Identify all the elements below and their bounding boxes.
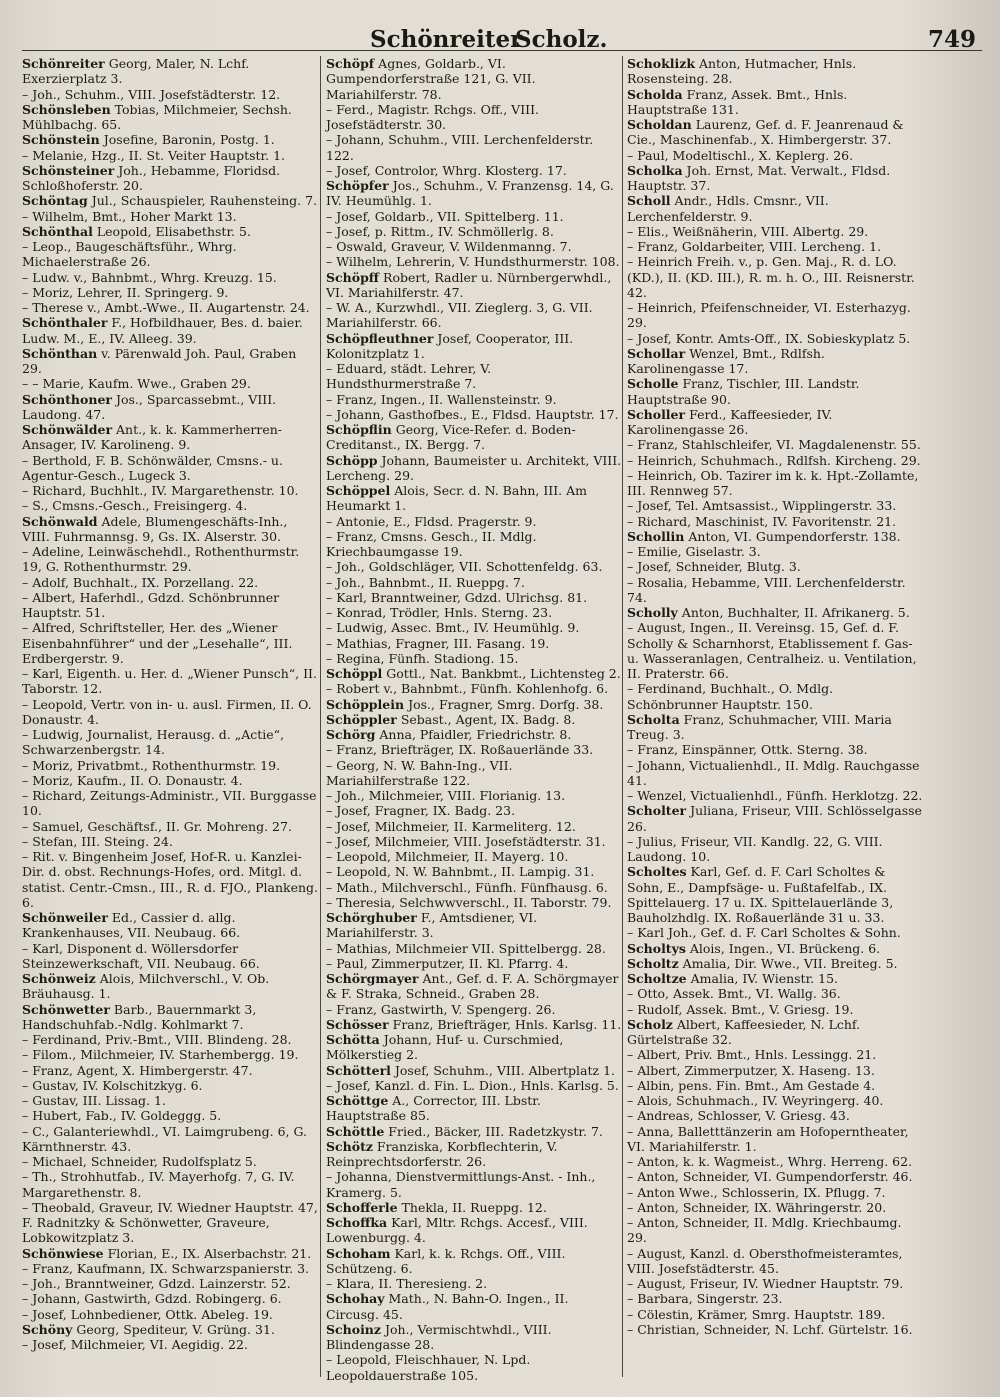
directory-entry: Schönthal Leopold, Elisabethstr. 5. [22,223,251,239]
directory-entry: – Joh., Milchmeier, VIII. Florianig. 13. [326,788,566,803]
directory-entry: Schöpf Agnes, Goldarb., VI. Gumpendorferstraße 121, G. VII. Mariahilferstr. 78. [326,56,536,102]
directory-entry: Scholtze Amalia, IV. Wienstr. 15. [627,971,839,986]
directory-entry: – Samuel, Geschäftsf., II. Gr. Mohreng. 27. [22,818,292,834]
directory-entry: Schönwald Adele, Blumengeschäfts-Inh., VIII. Fuhrmannsg. 9, Gs. IX. Alserstr. 30. [22,513,288,544]
directory-entry: – Heinrich, Schuhmach., Rdlfsh. Kircheng. 29. [627,452,921,468]
directory-entry: – Johann, Victualienhdl., II. Mdlg. Rauchgasse 41. [627,757,920,788]
directory-entry: – August, Ingen., II. Vereinsg. 15, Gef. d. F. Scholly & Scharnhorst, Etablissement f. Gas- u. Wasseranlagen, Centralheiz. u. Ventilation, II. Praterstr. 66. [627,620,917,681]
directory-entry: – Anton, Schneider, IX. Währingerstr. 20. [627,1199,887,1215]
directory-entry: – Emilie, Giselastr. 3. [627,544,761,559]
directory-entry: Scholler Ferd., Kaffeesieder, IV. Karolinengasse 26. [627,406,833,437]
directory-entry: – Josef, Kanzl. d. Fin. L. Dion., Hnls. Karlsg. 5. [326,1077,619,1093]
directory-entry: – Leop., Baugeschäftsführ., Whrg. Michaelerstraße 26. [22,239,237,270]
directory-entry: – Georg, N. W. Bahn-Ing., VII. Mariahilferstraße 122. [326,757,513,788]
directory-entry: – Leopold, N. W. Bahnbmt., II. Lampig. 31. [326,864,595,880]
directory-entry: – Josef, p. Rittm., IV. Schmöllerlg. 8. [326,223,554,239]
directory-entry: – Rudolf, Assek. Bmt., V. Griesg. 19. [627,1001,854,1017]
directory-entry: Schöppl Gottl., Nat. Bankbmt., Lichtensteg 2. [326,666,621,681]
directory-entry: – Franz, Briefträger, IX. Roßauerlände 33. [326,742,594,758]
directory-entry: – Joh., Branntweiner, Gdzd. Lainzerstr. 52. [22,1276,291,1291]
directory-entry: – Melanie, Hzg., II. St. Veiter Hauptstr. 1. [22,147,286,163]
directory-entry: – Therese v., Ambt.-Wwe., II. Augartenstr. 24. [22,300,310,315]
directory-entry: – Wilhelm, Lehrerin, V. Hundsthurmerstr. 108. [326,254,620,270]
directory-entry: Schönsteiner Joh., Hebamme, Floridsd. Schloßhoferstr. 20. [22,162,281,193]
directory-entry: – Josef, Milchmeier, VIII. Josefstädterstr. 31. [326,833,606,849]
directory-entry: – Michael, Schneider, Rudolfsplatz 5. [22,1154,257,1169]
directory-entry: Schönwetter Barb., Bauernmarkt 3, Handschuhfab.-Ndlg. Kohlmarkt 7. [22,1001,257,1032]
directory-entry: – Anton, k. k. Wagmeist., Whrg. Herreng. 62. [627,1154,913,1169]
directory-entry: Schöppler Sebast., Agent, IX. Badg. 8. [326,711,576,727]
directory-entry: Schöttge A., Corrector, III. Lbstr. Hauptstraße 85. [326,1093,541,1124]
directory-entry: – Josef, Lohnbediener, Ottk. Abeleg. 19. [22,1306,273,1322]
directory-entry: – Albert, Zimmerputzer, X. Haseng. 13. [627,1062,875,1078]
directory-entry: Scholl Andr., Hdls. Cmsnr., VII. Lerchenfelderstr. 9. [627,193,829,224]
header-right-term: Scholz. [515,26,608,53]
directory-entry: – Elis., Weißnäherin, VIII. Albertg. 29. [627,223,869,239]
directory-entry: – Franz, Ingen., II. Wallensteinstr. 9. [326,391,557,407]
directory-entry: Schoklizk Anton, Hutmacher, Hnls. Rosensteing. 28. [627,56,857,87]
directory-entry: Schönstein Josefine, Baronin, Postg. 1. [22,132,275,148]
directory-entry: – Berthold, F. B. Schönwälder, Cmsns.- u. Agentur-Gesch., Lugeck 3. [22,452,283,483]
directory-entry: – Julius, Friseur, VII. Kandlg. 22, G. VIII. Laudong. 10. [627,833,883,864]
directory-entry: – Cölestin, Krämer, Smrg. Hauptstr. 189. [627,1306,886,1322]
directory-entry: – Richard, Zeitungs-Administr., VII. Burggasse 10. [22,788,317,819]
directory-entry: – Gustav, IV. Kolschitzkyg. 6. [22,1077,203,1093]
directory-entry: Scholta Franz, Schuhmacher, VIII. Maria Treug. 3. [627,711,892,742]
directory-entry: Schönwälder Ant., k. k. Kammerherren-Ansager, IV. Karolineng. 9. [22,422,283,453]
directory-entry: – Oswald, Graveur, V. Wildenmanng. 7. [326,239,572,254]
directory-entry: – Franz, Cmsns. Gesch., II. Mdlg. Kriechbaumgasse 19. [326,528,537,559]
directory-entry: – Albert, Haferhdl., Gdzd. Schönbrunner Hauptstr. 51. [22,589,280,620]
directory-entry: – Hubert, Fab., IV. Goldeggg. 5. [22,1108,222,1124]
directory-entry: – Rit. v. Bingenheim Josef, Hof-R. u. Kanzlei-Dir. d. obst. Rechnungs-Hofes, ord. Mitgl. d. statist. Centr.-Cmsn., III., R. d. FJO., Plankeng. 6. [22,849,319,910]
directory-entry: Schöpp Johann, Baumeister u. Architekt, VIII. Lercheng. 29. [326,452,622,483]
directory-entry: Schoffka Karl, Mltr. Rchgs. Accesf., VIII. Lowenburgg. 4. [326,1215,588,1246]
directory-entry: – Leopold, Milchmeier, II. Mayerg. 10. [326,849,569,864]
directory-entry: Schohay Math., N. Bahn-O. Ingen., II. Circusg. 45. [326,1291,569,1322]
directory-entry: – Johanna, Dienstvermittlungs-Anst. - Inh., Kramerg. 5. [326,1169,596,1200]
directory-entry: – Gustav, III. Lissag. 1. [22,1093,166,1108]
directory-entry: – Josef, Controlor, Whrg. Klosterg. 17. [326,162,567,178]
directory-entry: – – Marie, Kaufm. Wwe., Graben 29. [22,376,251,392]
directory-entry: Schöttle Fried., Bäcker, III. Radetzkystr. 7. [326,1123,603,1139]
directory-entry: – Anton Wwe., Schlosserin, IX. Pflugg. 7. [627,1184,886,1200]
directory-entry: – Stefan, III. Steing. 24. [22,833,173,849]
directory-entry: – Joh., Bahnbmt., II. Rueppg. 7. [326,574,525,590]
directory-entry: – Paul, Modeltischl., X. Keplerg. 26. [627,147,854,163]
directory-entry: Schöpfleuthner Josef, Cooperator, III. Kolonitzplatz 1. [326,330,574,361]
directory-entry: – Wenzel, Victualienhdl., Fünfh. Herklotzg. 22. [627,788,923,803]
directory-entry: – Leopold, Fleischhauer, N. Lpd. Leopoldauerstraße 105. [326,1352,531,1383]
directory-entry: Schönweiz Alois, Milchverschl., V. Ob. Bräuhausg. 1. [22,971,270,1002]
directory-entry: – Rosalia, Hebamme, VIII. Lerchenfelderstr. 74. [627,574,906,605]
directory-entry: Scholter Juliana, Friseur, VIII. Schlösselgasse 26. [627,803,922,834]
directory-entry: Schötta Johann, Huf- u. Curschmied, Mölkerstieg 2. [326,1032,564,1063]
directory-entry: Schöpff Robert, Radler u. Nürnbergerwhdl., VI. Mariahilferstr. 47. [326,269,612,300]
directory-entry: – Richard, Buchhlt., IV. Margarethenstr. 10. [22,483,299,498]
directory-entry: Schötz Franziska, Korbflechterin, V. Reinprechtsdorferstr. 26. [326,1138,558,1169]
directory-entry: – Karl, Branntweiner, Gdzd. Ulrichsg. 81. [326,589,588,605]
directory-entry: – Eduard, städt. Lehrer, V. Hundsthurmerstraße 7. [326,361,492,392]
directory-entry: Schollin Anton, VI. Gumpendorferstr. 138. [627,528,901,544]
directory-entry: Schollar Wenzel, Bmt., Rdlfsh. Karolinengasse 17. [627,345,825,376]
directory-entry: – S., Cmsns.-Gesch., Freisingerg. 4. [22,498,248,514]
directory-entry: – Franz, Kaufmann, IX. Schwarzspanierstr. 3. [22,1260,310,1276]
directory-entry: – Heinrich, Ob. Tazirer im k. k. Hpt.-Zollamte, III. Rennweg 57. [627,467,919,498]
header-left-term: Schönreiter [370,26,523,53]
directory-entry: Schöny Georg, Spediteur, V. Grüng. 31. [22,1321,275,1337]
directory-entry: – Johann, Gastwirth, Gdzd. Robingerg. 6. [22,1291,282,1307]
directory-entry: Scholle Franz, Tischler, III. Landstr. Hauptstraße 90. [627,376,860,407]
directory-entry: – Leopold, Vertr. von in- u. ausl. Firmen, II. O. Donaustr. 4. [22,696,312,727]
directory-entry: – Anton, Schneider, II. Mdlg. Kriechbaumg. 29. [627,1215,902,1246]
directory-entry: – Albert, Priv. Bmt., Hnls. Lessingg. 21. [627,1047,877,1063]
directory-entry: Schösser Franz, Briefträger, Hnls. Karlsg. 11. [326,1016,622,1032]
directory-entry: Scholtys Alois, Ingen., VI. Brückeng. 6. [627,940,881,956]
directory-entry: – Andreas, Schlosser, V. Griesg. 43. [627,1108,850,1124]
directory-entry: Schöppel Alois, Secr. d. N. Bahn, III. Am Heumarkt 1. [326,483,588,514]
directory-entry: – Anton, Schneider, VI. Gumpendorferstr. 46. [627,1169,913,1185]
header-rule [22,50,982,51]
directory-entry: – Johann, Schuhm., VIII. Lerchenfelderstr. 122. [326,132,594,163]
directory-entry: Scholda Franz, Assek. Bmt., Hnls. Hauptstraße 131. [627,86,848,117]
directory-entry: Schoinz Joh., Vermischtwhdl., VIII. Blindengasse 28. [326,1321,552,1352]
directory-entry: – Christian, Schneider, N. Lchf. Gürtelstr. 16. [627,1321,913,1337]
directory-entry: Schönthaler F., Hofbildhauer, Bes. d. baier. Ludw. M., E., IV. Alleeg. 39. [22,315,303,346]
directory-entry: – Robert v., Bahnbmt., Fünfh. Kohlenhofg. 6. [326,681,609,697]
directory-entry: Scholdan Laurenz, Gef. d. F. Jeanrenaud & Cie., Maschinenfab., X. Himbergerstr. 37. [627,117,904,148]
directory-entry: Schörg Anna, Pfaidler, Friedrichstr. 8. [326,727,572,742]
directory-entry: Schörgmayer Ant., Gef. d. F. A. Schörgmayer & F. Straka, Schneid., Graben 28. [326,971,619,1002]
directory-entry: – Math., Milchverschl., Fünfh. Fünfhausg. 6. [326,879,608,895]
directory-entry: Schötterl Josef, Schuhm., VIII. Albertplatz 1. [326,1062,616,1078]
directory-entry: – Barbara, Singerstr. 23. [627,1291,783,1307]
directory-entry: – Filom., Milchmeier, IV. Starhembergg. 19. [22,1047,299,1063]
directory-entry: – Josef, Milchmeier, VI. Aegidig. 22. [22,1337,248,1352]
column-divider [320,56,321,1377]
directory-entry: – Theresia, Selchwwverschl., II. Taborstr. 79. [326,894,612,910]
directory-entry: – Moriz, Kaufm., II. O. Donaustr. 4. [22,772,243,788]
directory-entry: – Adeline, Leinwäschehdl., Rothenthurmstr. 19, G. Rothenthurmstr. 29. [22,544,300,575]
directory-entry: – W. A., Kurzwhdl., VII. Zieglerg. 3, G. VII. Mariahilferstr. 66. [326,300,593,331]
directory-entry: – Moriz, Privatbmt., Rothenthurmstr. 19. [22,757,281,773]
directory-entry: – Josef, Kontr. Amts-Off., IX. Sobieskyplatz 5. [627,330,911,346]
directory-entry: – Ludwig, Journalist, Herausg. d. „Actie“, Schwarzenbergstr. 14. [22,727,285,758]
directory-entry: – Alfred, Schriftsteller, Her. des „Wiener Eisenbahnführer“ und der „Lesehalle“, III. Erdbergerstr. 9. [22,620,293,666]
directory-entry: Schönreiter Georg, Maler, N. Lchf. Exerzierplatz 3. [22,56,250,87]
directory-entry: – Karl Joh., Gef. d. F. Carl Scholtes & Sohn. [627,925,901,941]
directory-entry: Schönwiese Florian, E., IX. Alserbachstr. 21. [22,1245,312,1261]
directory-entry: – Josef, Fragner, IX. Badg. 23. [326,803,516,819]
directory-entry: – Franz, Einspänner, Ottk. Sterng. 38. [627,742,868,758]
directory-entry: Scholtz Amalia, Dir. Wwe., VII. Breiteg. 5. [627,955,898,971]
column-1 [22,56,318,1352]
directory-entry: – Moriz, Lehrer, II. Springerg. 9. [22,284,229,300]
page-number: 749 [928,26,977,53]
directory-entry: – Alois, Schuhmach., IV. Weyringerg. 40. [627,1093,884,1108]
directory-entry: – Karl, Disponent d. Wöllersdorfer Steinzewerkschaft, VII. Neubaug. 66. [22,940,260,971]
directory-entry: – Josef, Tel. Amtsassist., Wipplingerstr. 33. [627,498,897,514]
directory-entry: Schöpflin Georg, Vice-Refer. d. Boden-Creditanst., IX. Bergg. 7. [326,422,576,453]
directory-entry: – Ludw. v., Bahnbmt., Whrg. Kreuzg. 15. [22,269,277,285]
directory-entry: Schönweiler Ed., Cassier d. allg. Krankenhauses, VII. Neubaug. 66. [22,910,241,941]
directory-entry: Scholka Joh. Ernst, Mat. Verwalt., Fldsd. Hauptstr. 37. [627,162,891,193]
directory-entry: – Franz, Goldarbeiter, VIII. Lercheng. 1. [627,239,882,254]
directory-entry: – Josef, Milchmeier, II. Karmeliterg. 12. [326,818,576,834]
directory-entry: – Ferdinand, Priv.-Bmt., VIII. Blindeng. 28. [22,1032,292,1047]
directory-entry: – Johann, Gasthofbes., E., Fldsd. Hauptstr. 17. [326,406,619,422]
directory-entry: Schörghuber F., Amtsdiener, VI. Mariahilferstr. 3. [326,910,538,941]
directory-entry: Schöpplein Jos., Fragner, Smrg. Dorfg. 38. [326,696,604,712]
directory-entry: Schofferle Thekla, II. Rueppg. 12. [326,1199,547,1215]
column-2 [326,56,622,1383]
directory-entry: Scholly Anton, Buchhalter, II. Afrikanerg. 5. [627,605,910,620]
directory-entry: – Ferd., Magistr. Rchgs. Off., VIII. Josefstädterstr. 30. [326,101,539,132]
directory-entry: Schöntag Jul., Schauspieler, Rauhensteing. 7. [22,193,318,209]
directory-entry: Schöpfer Jos., Schuhm., V. Franzensg. 14, G. IV. Heumühlg. 1. [326,178,614,209]
directory-entry: – Klara, II. Theresieng. 2. [326,1276,488,1291]
directory-entry: – Theobald, Graveur, IV. Wiedner Hauptstr. 47, F. Radnitzky & Schönwetter, Graveure, Lobkowitzplatz 3. [22,1199,318,1246]
directory-entry: – Heinrich Freih. v., p. Gen. Maj., R. d. LO. (KD.), II. (KD. III.), R. m. h. O., III. Reisnerstr. 42. [627,254,915,300]
directory-entry: – C., Galanteriewhdl., VI. Laimgrubeng. 6, G. Kärnthnerstr. 43. [22,1123,308,1154]
directory-entry: Schönsleben Tobias, Milchmeier, Sechsh. Mühlbachg. 65. [22,101,292,132]
directory-entry: – Joh., Goldschläger, VII. Schottenfeldg. 63. [326,559,603,575]
directory-entry: – Josef, Schneider, Blutg. 3. [627,559,801,575]
directory-entry: – Joh., Schuhm., VIII. Josefstädterstr. 12. [22,86,281,102]
directory-entry: – Ludwig, Assec. Bmt., IV. Heumühlg. 9. [326,620,580,636]
directory-entry: – Konrad, Trödler, Hnls. Sterng. 23. [326,605,553,620]
directory-entry: – Mathias, Milchmeier VII. Spittelbergg. 28. [326,940,606,956]
directory-entry: Schoham Karl, k. k. Rchgs. Off., VIII. Schützeng. 6. [326,1245,566,1276]
directory-entry: – Regina, Fünfh. Stadiong. 15. [326,650,519,666]
column-divider [622,56,623,1377]
directory-entry: – Anna, Balletttänzerin am Hofoperntheater, VI. Mariahilferstr. 1. [627,1123,909,1154]
directory-entry: – Adolf, Buchhalt., IX. Porzellang. 22. [22,574,259,590]
directory-entry: – Josef, Goldarb., VII. Spittelberg. 11. [326,208,564,224]
directory-entry: – Richard, Maschinist, IV. Favoritenstr. 21. [627,513,897,529]
directory-entry: – Franz, Gastwirth, V. Spengerg. 26. [326,1001,556,1017]
directory-entry: – Antonie, E., Fldsd. Pragerstr. 9. [326,513,537,529]
directory-entry: – Paul, Zimmerputzer, II. Kl. Pfarrg. 4. [326,955,569,971]
directory-entry: – Heinrich, Pfeifenschneider, VI. Esterhazyg. 29. [627,300,911,331]
directory-entry: – Franz, Agent, X. Himbergerstr. 47. [22,1062,253,1078]
column-3 [627,56,923,1337]
directory-entry: Scholtes Karl, Gef. d. F. Carl Scholtes & Sohn, E., Dampfsäge- u. Fußtafelfab., IX. Spittelauerg. 17 u. IX. Spittelauerlände 3, Bauholzhdlg. IX. Roßauerlände 31 u. 33. [627,864,894,925]
directory-entry: – Th., Strohhutfab., IV. Mayerhofg. 7, G. IV. Margarethenstr. 8. [22,1169,295,1200]
directory-entry: Schönthoner Jos., Sparcassebmt., VIII. Laudong. 47. [22,391,277,422]
directory-entry: – Ferdinand, Buchhalt., O. Mdlg. Schönbrunner Hauptstr. 150. [627,681,834,712]
directory-entry: – Franz, Stahlschleifer, VI. Magdalenenstr. 55. [627,437,921,453]
directory-entry: – Albin, pens. Fin. Bmt., Am Gestade 4. [627,1077,876,1093]
directory-entry: – Karl, Eigenth. u. Her. d. „Wiener Punsch“, II. Taborstr. 12. [22,666,317,697]
directory-entry: – August, Kanzl. d. Obersthofmeisteramtes, VIII. Josefstädterstr. 45. [627,1245,903,1276]
directory-entry: Scholz Albert, Kaffeesieder, N. Lchf. Gürtelstraße 32. [627,1016,861,1047]
directory-entry: – Wilhelm, Bmt., Hoher Markt 13. [22,208,237,224]
directory-entry: Schönthan v. Pärenwald Joh. Paul, Graben 29. [22,345,297,376]
directory-entry: – August, Friseur, IV. Wiedner Hauptstr. 79. [627,1276,904,1291]
directory-entry: – Mathias, Fragner, III. Fasang. 19. [326,635,550,651]
directory-entry: – Otto, Assek. Bmt., VI. Wallg. 36. [627,986,841,1002]
